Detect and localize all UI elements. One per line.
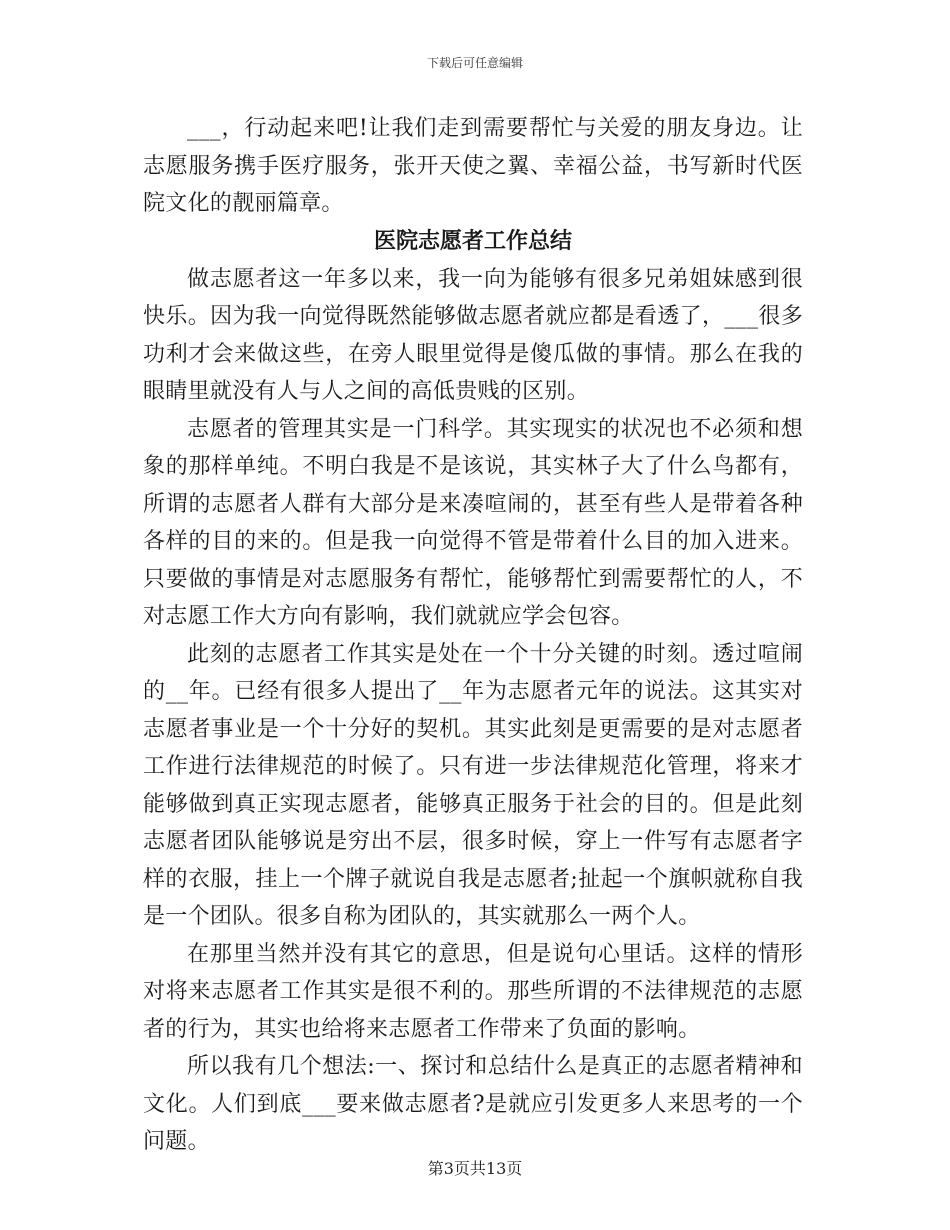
paragraph-1: 做志愿者这一年多以来，我一向为能够有很多兄弟姐妹感到很快乐。因为我一向觉得既然能够做志愿者就应都是看透了，___很多功利才会来做这些，在旁人眼里觉得是傻瓜做的事情。那么在我的眼睛里就没有人与人之间的高低贵贱的区别。 — [143, 266, 803, 404]
paragraph-3: 此刻的志愿者工作其实是处在一个十分关键的时刻。透过喧闹的__年。已经有很多人提出了__年为志愿者元年的说法。这其实对志愿者事业是一个十分好的契机。其实此刻是更需要的是对志愿者工作进行法律规范的时候了。只有进一步法律规范化管理，将来才能够做到真正实现志愿者，能够真正服务于社会的目的。但是此刻志愿者团队能够说是穷出不层，很多时候，穿上一件写有志愿者字样的衣服，挂上一个牌子就说自我是志愿者;扯起一个旗帜就称自我是一个团队。很多自称为团队的，其实就那么一两个人。 — [143, 641, 803, 929]
paragraph-5: 所以我有几个想法:一、探讨和总结什么是真正的志愿者精神和文化。人们到底___要来做志愿者?是就应引发更多人来思考的一个问题。 — [143, 1054, 803, 1154]
paragraph-intro: ___，行动起来吧!让我们走到需要帮忙与关爱的朋友身边。让志愿服务携手医疗服务，张开天使之翼、幸福公益，书写新时代医院文化的靓丽篇章。 — [143, 116, 803, 216]
section-title: 医院志愿者工作总结 — [373, 228, 572, 254]
paragraph-4: 在那里当然并没有其它的意思，但是说句心里话。这样的情形对将来志愿者工作其实是很不利的。那些所谓的不法律规范的志愿者的行为，其实也给将来志愿者工作带来了负面的影响。 — [143, 941, 803, 1042]
page-number: 第3页共13页 — [427, 1159, 523, 1178]
page-header-note: 下载后可任意编辑 — [426, 56, 523, 70]
paragraph-2: 志愿者的管理其实是一门科学。其实现实的状况也不必须和想象的那样单纯。不明白我是不是该说，其实林子大了什么鸟都有，所谓的志愿者人群有大部分是来凑喧闹的，甚至有些人是带着各种各样的目的来的。但是我一向觉得不管是带着什么目的加入进来。只要做的事情是对志愿服务有帮忙，能够帮忙到需要帮忙的人，不对志愿工作大方向有影响，我们就就应学会包容。 — [143, 416, 803, 629]
document-body — [143, 110, 803, 1161]
